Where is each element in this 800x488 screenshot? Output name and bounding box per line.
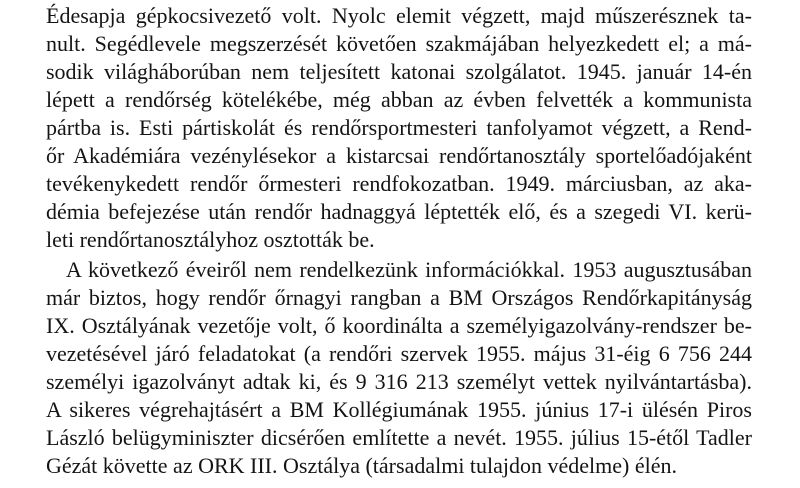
- text-line: pártba is. Esti pártiskolát és rendőrsportmesteri tanfolyamot végzett, a Rend-: [46, 115, 752, 140]
- text-line: A sikeres végrehajtásért a BM Kollégiumának 1955. június 17-i ülésén Piros: [46, 397, 752, 422]
- text-line: IX. Osztályának vezetője volt, ő koordinálta a személyigazolvány-rendszer be-: [46, 313, 752, 338]
- text-line: A következő éveiről nem rendelkezünk információkkal. 1953 augusztusában: [66, 257, 752, 282]
- text-line: lépett a rendőrség kötelékébe, még abban az évben felvették a kommunista: [46, 87, 752, 112]
- text-line: nult. Segédlevele megszerzését követően szakmájában helyezkedett el; a má-: [46, 31, 752, 56]
- text-line: személyi igazolványt adtak ki, és 9 316 213 személyt vettek nyilvántartásba).: [46, 369, 752, 394]
- text-line: démia befejezése után rendőr hadnaggyá léptették elő, és a szegedi VI. kerü-: [46, 199, 752, 224]
- text-line: őr Akadémiára vezénylésekor a kistarcsai rendőrtanosztály sportelőadójaként: [46, 143, 752, 168]
- text-line: László belügyminiszter dicsérően említette a nevét. 1955. július 15-étől Tadler: [46, 425, 752, 450]
- text-line: tevékenykedett rendőr őrmesteri rendfokozatban. 1949. márciusban, az aka-: [46, 171, 752, 196]
- text-line: vezetésével járó feladatokat (a rendőri szervek 1955. május 31-éig 6 756 244: [46, 341, 752, 366]
- text-line: már biztos, hogy rendőr őrnagyi rangban a BM Országos Rendőrkapitányság: [46, 285, 752, 310]
- text-line: leti rendőrtanosztályhoz osztották be.: [46, 227, 375, 252]
- text-line: Édesapja gépkocsivezető volt. Nyolc elemit végzett, majd műszerésznek ta-: [46, 3, 752, 28]
- text-line: Gézát követte az ORK III. Osztálya (társadalmi tulajdon védelme) élén.: [46, 453, 678, 478]
- text-line: sodik világháborúban nem teljesített katonai szolgálatot. 1945. január 14-én: [46, 59, 752, 84]
